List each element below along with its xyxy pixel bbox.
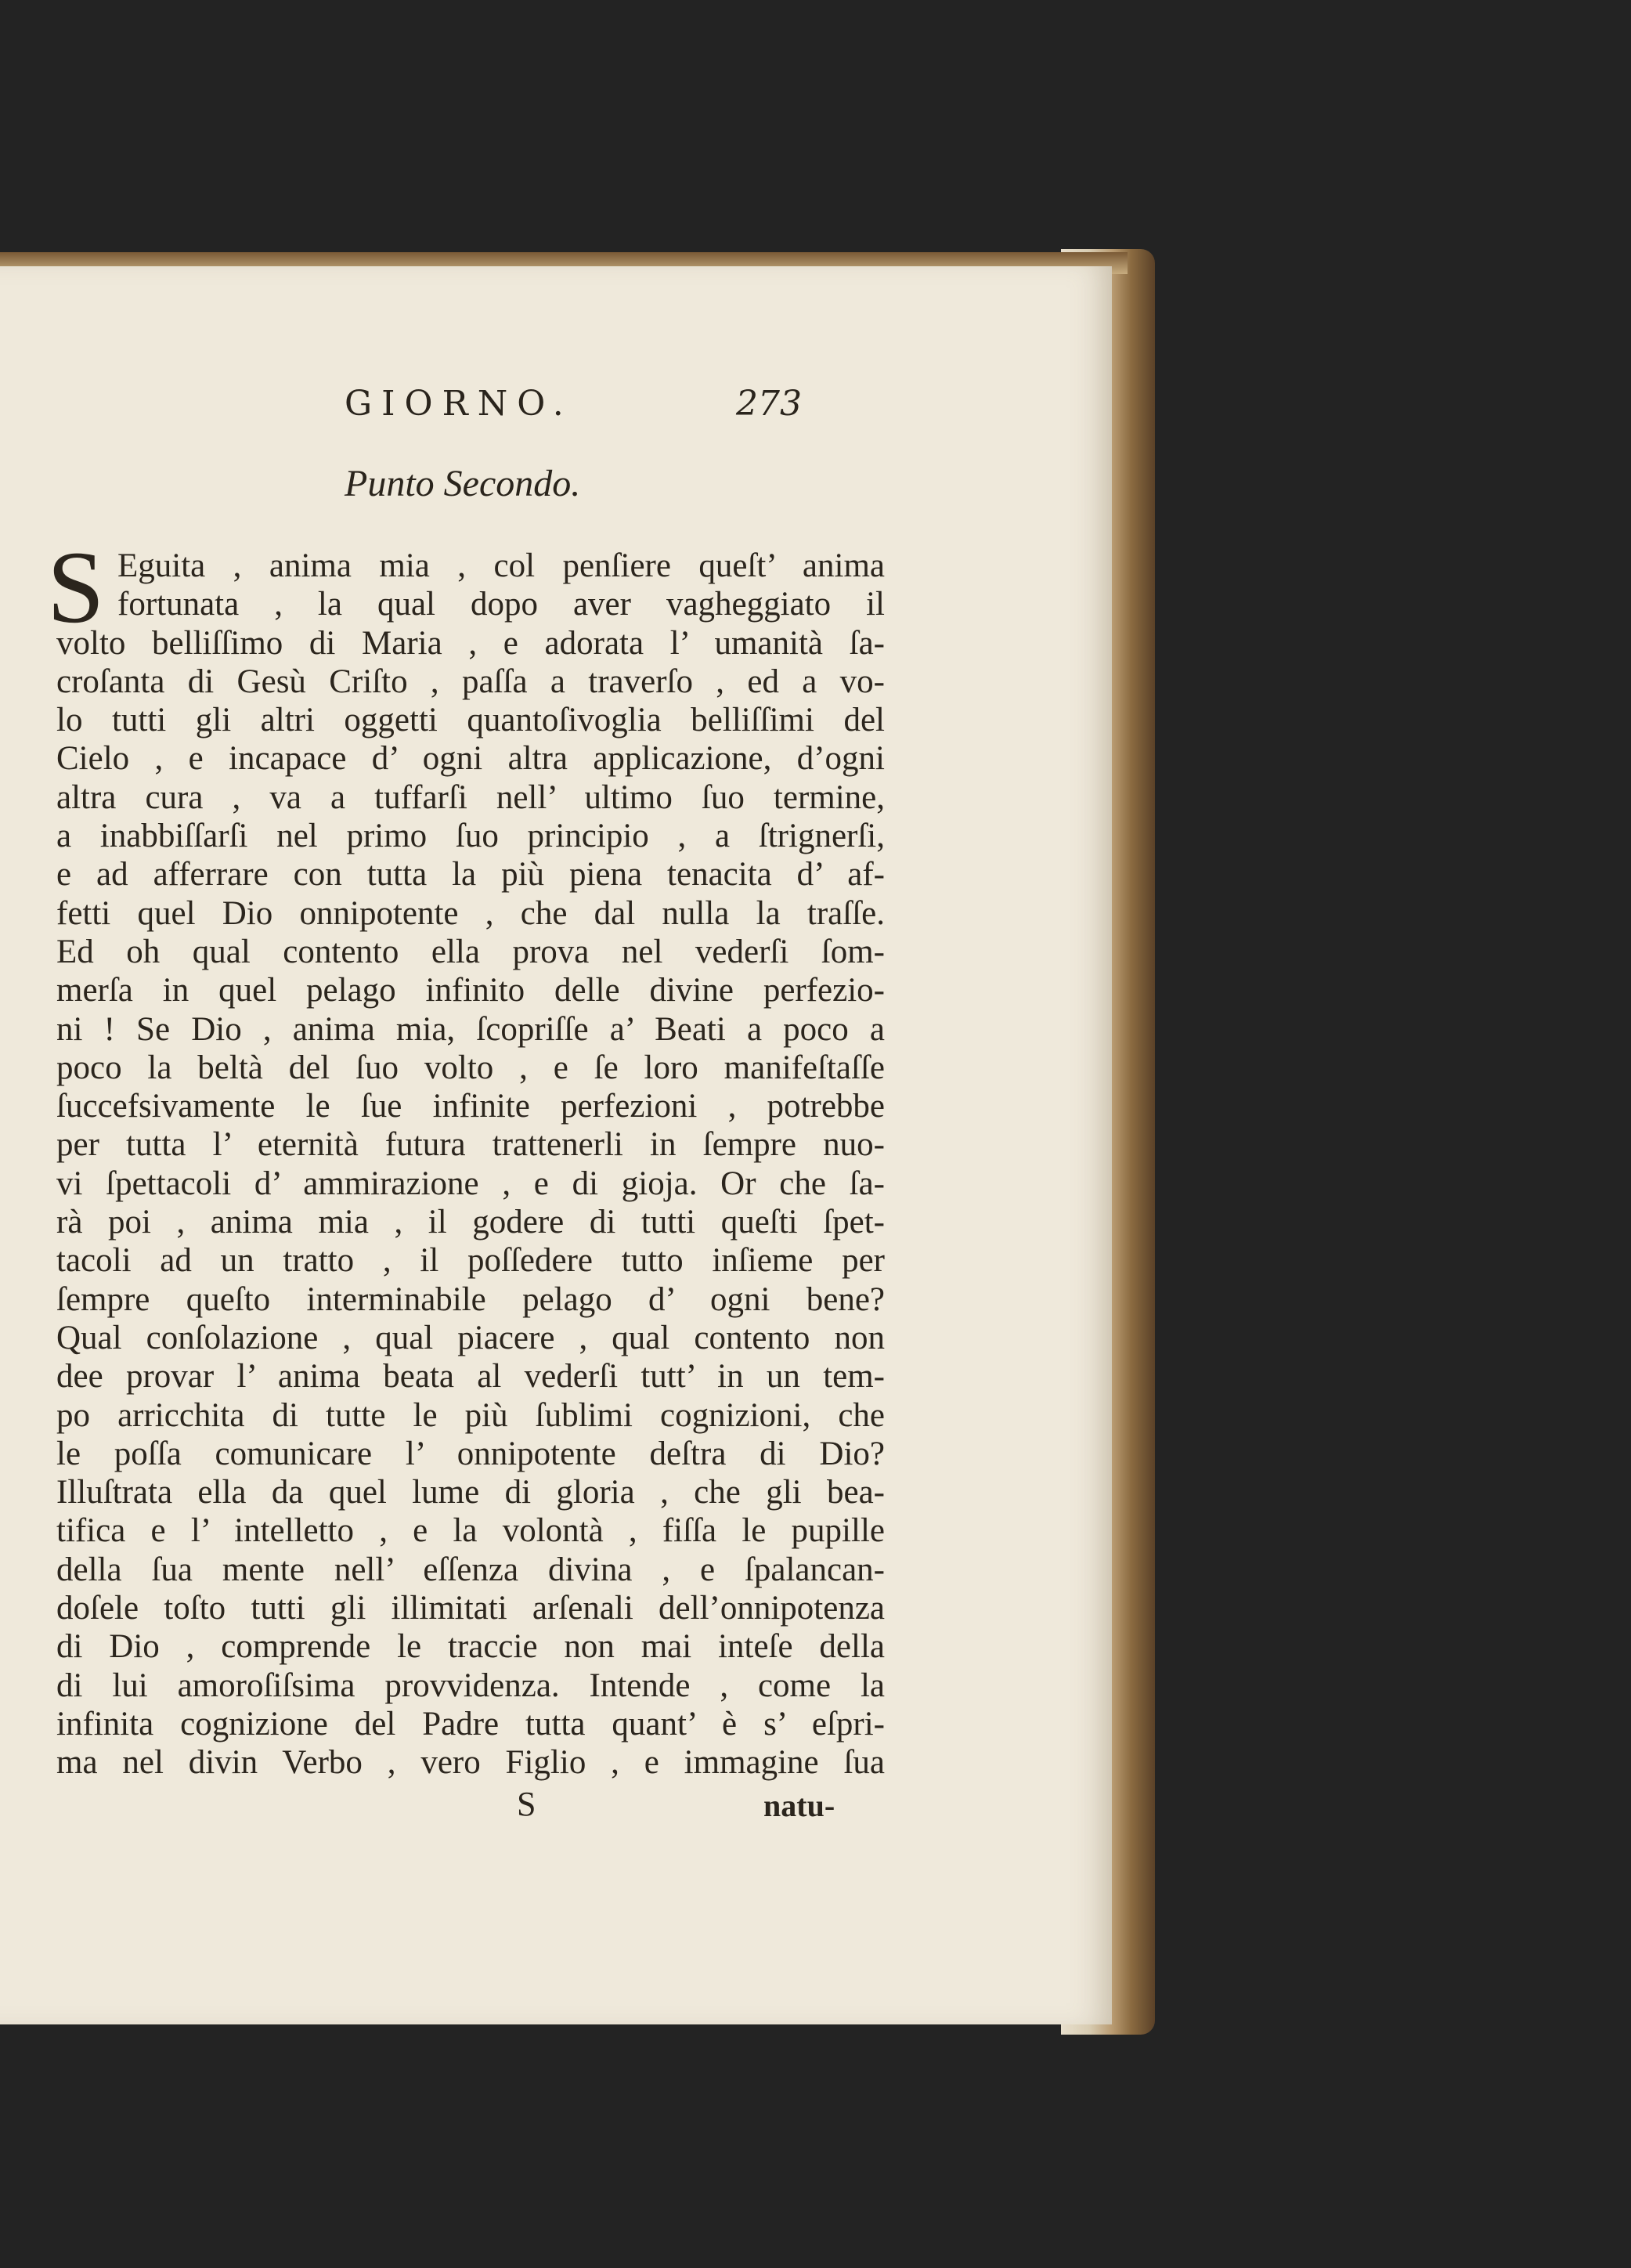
text-line: Qual conſolazione , qual piacere , qual contento non bbox=[56, 1319, 885, 1356]
text-line: fortunata , la qual dopo aver vagheggiato il bbox=[117, 586, 885, 623]
text-line: e ad afferrare con tutta la più piena tenacita d’ af- bbox=[56, 856, 885, 894]
text-line: di Dio , comprende le traccie non mai inteſe della bbox=[56, 1628, 885, 1666]
text-line: poco la beltà del ſuo volto , e ſe loro manifeſtaſſe bbox=[56, 1049, 885, 1086]
running-head bbox=[345, 384, 814, 439]
text-line: dee provar l’ anima beata al vederſi tutt’ in un tem- bbox=[56, 1358, 885, 1396]
text-line: po arricchita di tutte le più ſublimi cognizioni, che bbox=[56, 1396, 885, 1434]
text-line: volto belliſſimo di Maria , e adorata l’ umanità ſa- bbox=[56, 624, 885, 662]
running-title: GIORNO. bbox=[345, 384, 573, 424]
text-line: merſa in quel pelago infinito delle divine perfezio- bbox=[56, 972, 885, 1009]
text-line: infinita cognizione del Padre tutta quant’ è s’ eſpri- bbox=[56, 1705, 885, 1743]
body-text bbox=[56, 547, 885, 1782]
text-line: Illuſtrata ella da quel lume di gloria , che gli bea- bbox=[56, 1474, 885, 1511]
text-line: a inabbiſſarſi nel primo ſuo principio , a ſtrignerſi, bbox=[56, 818, 885, 855]
text-line: tacoli ad un tratto , il poſſedere tutto inſieme per bbox=[56, 1242, 885, 1280]
signature-mark: S bbox=[517, 1785, 536, 1823]
text-line: lo tutti gli altri oggetti quantoſivoglia belliſſimi del bbox=[56, 702, 885, 739]
text-line: per tutta l’ eternità futura trattenerli in ſempre nuo- bbox=[56, 1126, 885, 1164]
text-line: altra cura , va a tuffarſi nell’ ultimo ſuo termine, bbox=[56, 778, 885, 816]
text-line: di lui amoroſiſsima provvidenza. Intende , come la bbox=[56, 1667, 885, 1704]
text-line: Cielo , e incapace d’ ogni altra applicazione, d’ogni bbox=[56, 740, 885, 778]
text-line: Ed oh qual contento ella prova nel vederſi ſom- bbox=[56, 933, 885, 970]
text-line: le poſſa comunicare l’ onnipotente deſtra di Dio? bbox=[56, 1435, 885, 1472]
text-line: croſanta di Gesù Criſto , paſſa a traverſo , ed a vo- bbox=[56, 663, 885, 700]
text-line: tifica e l’ intelletto , e la volontà , fiſſa le pupille bbox=[56, 1512, 885, 1550]
text-line: ma nel divin Verbo , vero Figlio , e immagine ſua bbox=[56, 1744, 885, 1782]
text-line: rà poi , anima mia , il godere di tutti queſti ſpet- bbox=[56, 1204, 885, 1241]
catchword: natu- bbox=[763, 1788, 835, 1823]
text-line: doſele toſto tutti gli illimitati arſenali dell’onnipotenza bbox=[56, 1590, 885, 1627]
text-line: vi ſpettacoli d’ ammirazione , e di gioja. Or che ſa- bbox=[56, 1165, 885, 1202]
section-heading: Punto Secondo. bbox=[345, 463, 581, 504]
text-line: della ſua mente nell’ eſſenza divina , e ſpalancan- bbox=[56, 1551, 885, 1588]
text-line: ni ! Se Dio , anima mia, ſcopriſſe a’ Beati a poco a bbox=[56, 1010, 885, 1048]
page-number: 273 bbox=[736, 384, 802, 424]
text-line: ſempre queſto interminabile pelago d’ ogni bene? bbox=[56, 1280, 885, 1318]
text-line: Eguita , anima mia , col penſiere queſt’ anima bbox=[117, 547, 885, 584]
drop-cap: S bbox=[47, 529, 105, 645]
text-line: ſuccefsivamente le ſue infinite perfezioni , potrebbe bbox=[56, 1088, 885, 1125]
text-line: fetti quel Dio onnipotente , che dal nulla la traſſe. bbox=[56, 894, 885, 932]
